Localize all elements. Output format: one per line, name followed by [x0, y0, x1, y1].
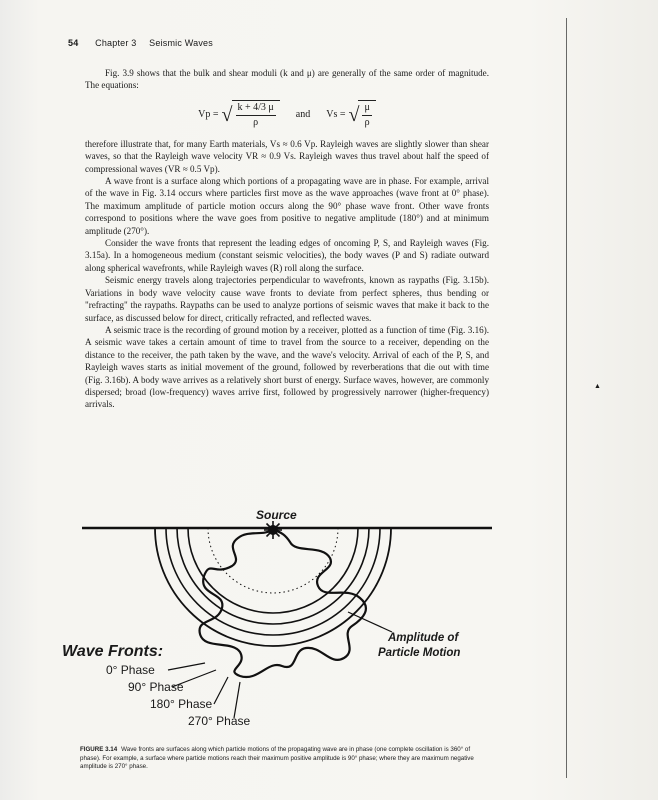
source-label: Source — [256, 508, 297, 522]
leader-270-phase — [234, 682, 240, 718]
wave-front-270-arc — [188, 528, 358, 613]
vp-sqrt — [222, 100, 280, 130]
amplitude-label-line2: Particle Motion — [378, 647, 461, 659]
leader-180-phase — [214, 677, 228, 704]
vp-numerator: k + 4/3 μ — [236, 102, 276, 116]
vp-lhs: Vp = — [198, 108, 219, 120]
phase-90-label: 90° Phase — [128, 680, 184, 694]
vs-denominator: ρ — [364, 117, 370, 129]
running-header — [68, 38, 223, 48]
vs-fraction — [358, 100, 375, 130]
wave-front-diagram — [0, 500, 566, 740]
radical-icon: √ — [221, 103, 233, 126]
page-number: 54 — [68, 38, 79, 48]
caption-text: Wave fronts are surfaces along which particle motions of the propagating wave are in phase (one complete oscillation is 360° of phase). For example, a surface where particle motions reach their maximum positive amplitude is 90° phase; where they are maximum negative amplitude is 270° phase. — [80, 746, 474, 771]
paragraph-5: Seismic energy travels along trajectories perpendicular to wavefronts, known as raypaths (Fig. 3.15b). Variations in body wave velocity cause wave fronts to deviate from perfect spheres, thus bending or "refracting" the raypaths. Raypaths can be used to analyze portions of seismic waves that make it back to the surface, as discussed below for direct, critically refracted, and reflected waves. — [85, 275, 489, 323]
particle-motion-curve — [200, 530, 366, 677]
source-star-icon — [264, 521, 282, 539]
caption-number: FIGURE 3.14 — [80, 746, 118, 753]
wave-fronts-label: Wave Fronts: — [62, 643, 164, 660]
vs-lhs: Vs = — [326, 108, 346, 120]
paragraph-4: Consider the wave fronts that represent the leading edges of oncoming P, S, and Rayleigh waves (Fig. 3.15a). In a homogeneous medium (constant seismic velocities), the body waves (P and S) radiate outward along spherical wavefronts, while Rayleigh waves (R) roll along the surface. — [85, 238, 489, 273]
page-edge-rule — [566, 18, 567, 778]
paragraph-3: A wave front is a surface along which portions of a propagating wave are in phase. For example, arrival of the wave in Fig. 3.14 occurs where particles first move as the wave approaches (wave front at 0° phase). The maximum amplitude of particle motion occurs along the 90° phase wave front. Other wave fronts correspond to positions where the wave goes from positive to negative amplitude (180°) and at minimum amplitude (270°). — [85, 176, 489, 236]
paragraph-2: therefore illustrate that, for many Earth materials, Vs ≈ 0.6 Vp. Rayleigh waves are slightly slower than shear waves, so that the Rayleigh wave velocity VR ≈ 0.9 Vs. Rayleigh waves thus travel about half the speed of compressional waves (VR ≈ 0.5 Vp). — [85, 138, 489, 174]
margin-mark: ▲ — [594, 382, 601, 390]
paragraph-1: Fig. 3.9 shows that the bulk and shear moduli (k and μ) are generally of the same order of magnitude. The equations: — [85, 68, 489, 91]
vp-denominator: ρ — [253, 117, 259, 129]
chapter-title: Seismic Waves — [149, 38, 213, 48]
phase-0-label: 0° Phase — [106, 663, 155, 677]
phase-270-label: 270° Phase — [188, 714, 251, 728]
radical-icon: √ — [348, 103, 360, 126]
vp-fraction — [232, 100, 280, 130]
amplitude-label-line1: Amplitude of — [388, 632, 459, 644]
chapter-number: Chapter 3 — [95, 38, 137, 48]
leader-0-phase — [168, 663, 205, 670]
paragraph-6: A seismic trace is the recording of ground motion by a receiver, plotted as a function of time (Fig. 3.16). A seismic wave takes a certain amount of time to travel from the source to a receiver, depending on the distance to the receiver, the path taken by the wave, and the wave's velocity. Arrival of each of the P, S, and Rayleigh waves starts as initial movement of the ground, followed by reverberations that die out with time (Fig. 3.16b). A body wave arrives as a relatively short burst of energy. Surface waves, however, are commonly dispersed; broad (low-frequency) waves arrive first, followed by progressively narrower (higher-frequency) arrivals. — [85, 324, 489, 410]
body-text — [85, 67, 489, 411]
leader-amplitude — [348, 612, 392, 632]
vs-numerator: μ — [362, 102, 371, 116]
velocity-equations — [85, 98, 489, 132]
figure-caption — [80, 746, 490, 772]
equation-and: and — [295, 108, 311, 120]
phase-180-label: 180° Phase — [150, 697, 213, 711]
figure-3-14 — [0, 500, 566, 740]
vs-sqrt — [349, 100, 376, 130]
wave-front-180-arc — [177, 528, 369, 624]
